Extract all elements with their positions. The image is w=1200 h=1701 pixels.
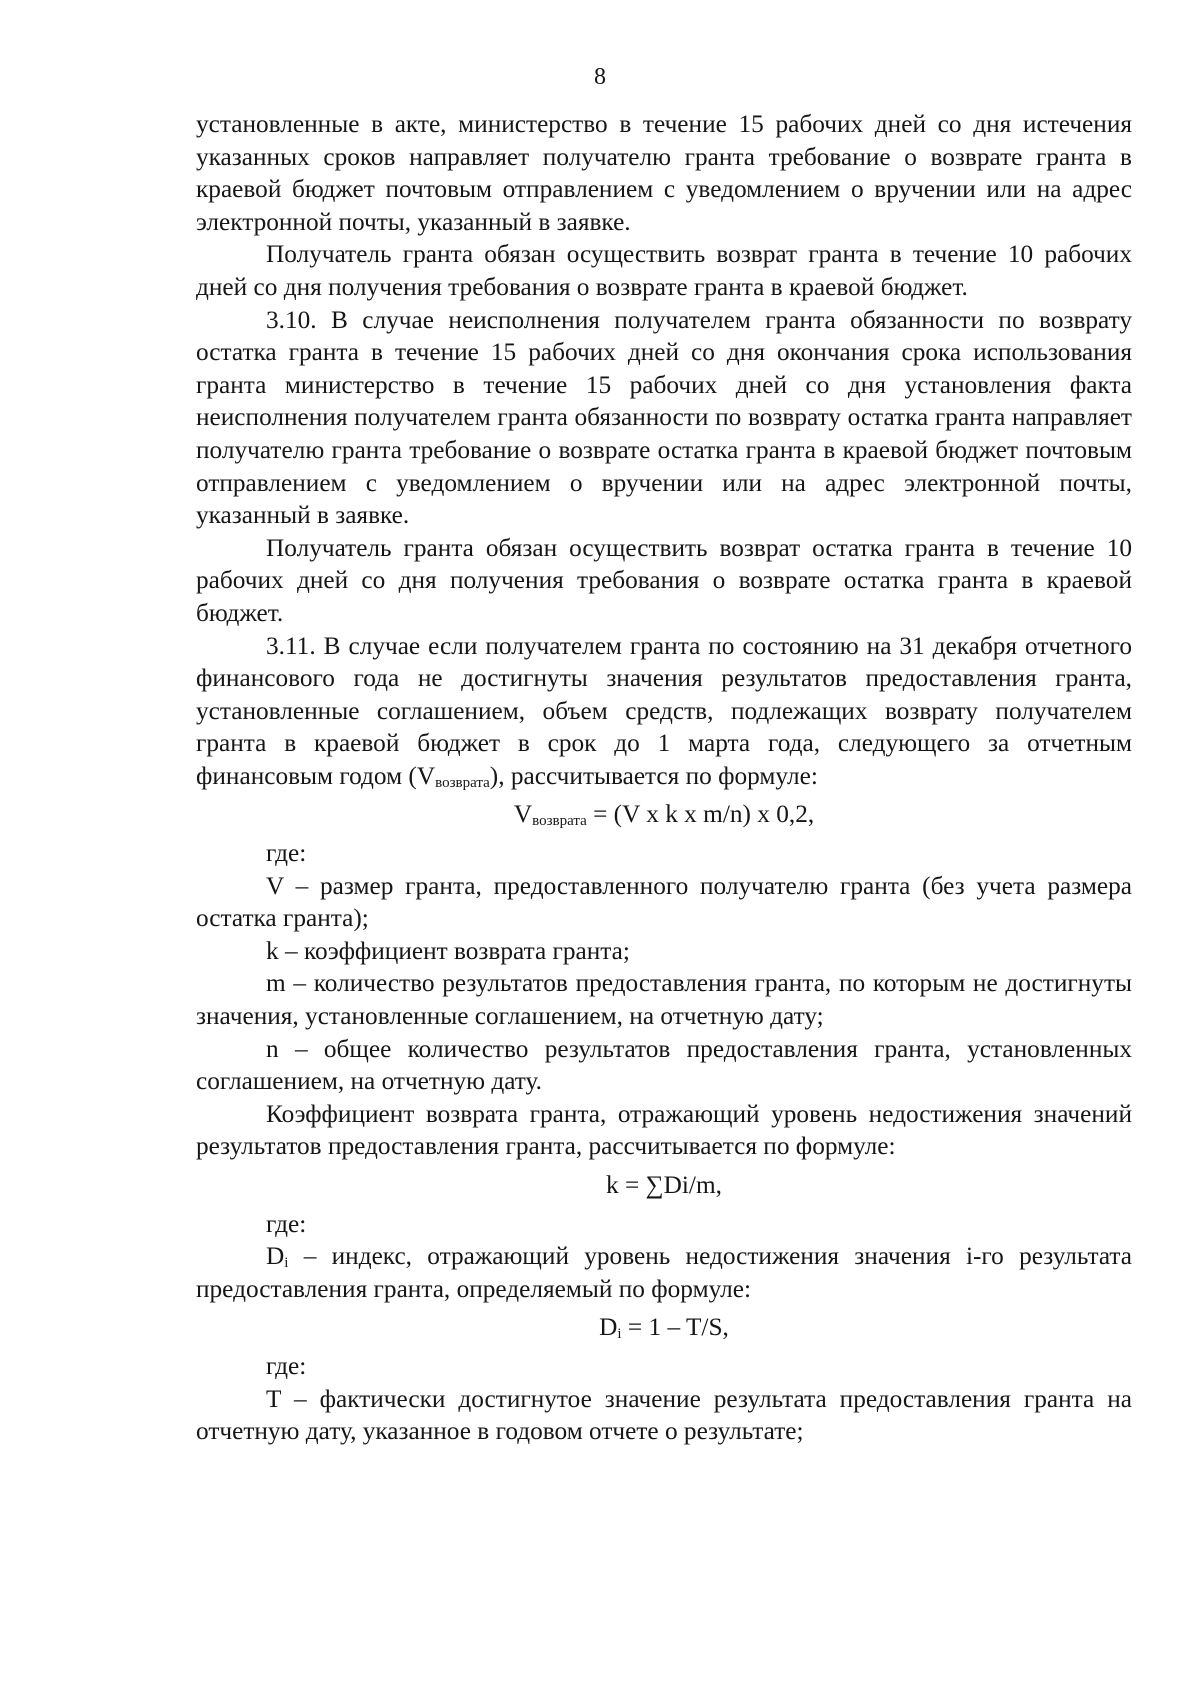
paragraph-3-11 xyxy=(196,630,1132,793)
paragraph-3-11-tail: ), рассчитывается по формуле: xyxy=(489,761,818,790)
paragraph-continuation: установленные в акте, министерство в течение 15 рабочих дней со дня истечения указанных сроков направляет получателю гранта требование о возврате гранта в краевой бюджет почтовым отправлением с уведомлением о вручении или на адрес электронной почты, указанный в заявке. xyxy=(196,110,1132,236)
def-n: n – общее количество результатов предоставления гранта, установленных соглашением, на отчетную дату. xyxy=(196,1034,1132,1096)
paragraph-3-10: 3.10. В случае неисполнения получателем гранта обязанности по возврату остатка гранта в течение 15 рабочих дней со дня окончания срока использования гранта министерство в течение 15 рабочих дней со дня установления факта неисполнения получателем гранта обязанности по возврату остатка гранта направляет получателю гранта требование о возврате остатка гранта в краевой бюджет почтовым отправлением с уведомлением о вручении или на адрес электронной почты, указанный в заявке. xyxy=(196,305,1132,530)
where-label-2: где: xyxy=(266,1209,307,1238)
def-m: m – количество результатов предоставления гранта, по которым не достигнуты значения, установленные соглашением, на отчетную дату; xyxy=(196,969,1132,1031)
def-v: V – размер гранта, предоставленного получателю гранта (без учета размера остатка гранта); xyxy=(196,871,1132,933)
def-t: T – фактически достигнутое значение результата предоставления гранта на отчетную дату, указанное в годовом отчете о результате; xyxy=(196,1384,1132,1446)
def-di: $D_i$ – индекс, отражающий уровень недостижения значения i-го результата предоставления гранта, определяемый по формуле: xyxy=(196,1242,1132,1303)
where-label-1: где: xyxy=(266,839,307,868)
formula-k: k = ∑Di/m, xyxy=(606,1171,722,1199)
paragraph-coefficient: Коэффициент возврата гранта, отражающий уровень недостижения значений результатов предоставления гранта, рассчитывается по формуле: xyxy=(196,1099,1132,1161)
paragraph-return-grant: Получатель гранта обязан осуществить возврат гранта в течение 10 рабочих дней со дня получения требования о возврате гранта в краевой бюджет. xyxy=(196,240,1132,301)
subscript-vozvrata: возврата xyxy=(435,774,490,791)
page-number: 8 xyxy=(594,64,606,90)
def-k: k – коэффициент возврата гранта; xyxy=(266,936,630,965)
formula-di: $D_i = 1 - T/S$, xyxy=(599,1313,729,1343)
paragraph-return-remainder: Получатель гранта обязан осуществить возврат остатка гранта в течение 10 рабочих дней со дня получения требования о возврате остатка гранта в краевой бюджет. xyxy=(196,533,1132,627)
where-label-3: где: xyxy=(266,1351,307,1380)
paragraph-3-11-text: 3.11. В случае если получателем гранта по состоянию на 31 декабря отчетного финансового года не достигнуты значения результатов предоставления гранта, установленные соглашением, объем средств, подлежащих возврату получателем гранта в краевой бюджет в срок до 1 марта года, следующего за отчетным финансовым годом (V xyxy=(196,631,1132,790)
document-body xyxy=(196,108,1132,1448)
formula-v-vozvrata: $V_{возврата} = (V$ x k x m/n) x 0,2, xyxy=(513,800,815,830)
